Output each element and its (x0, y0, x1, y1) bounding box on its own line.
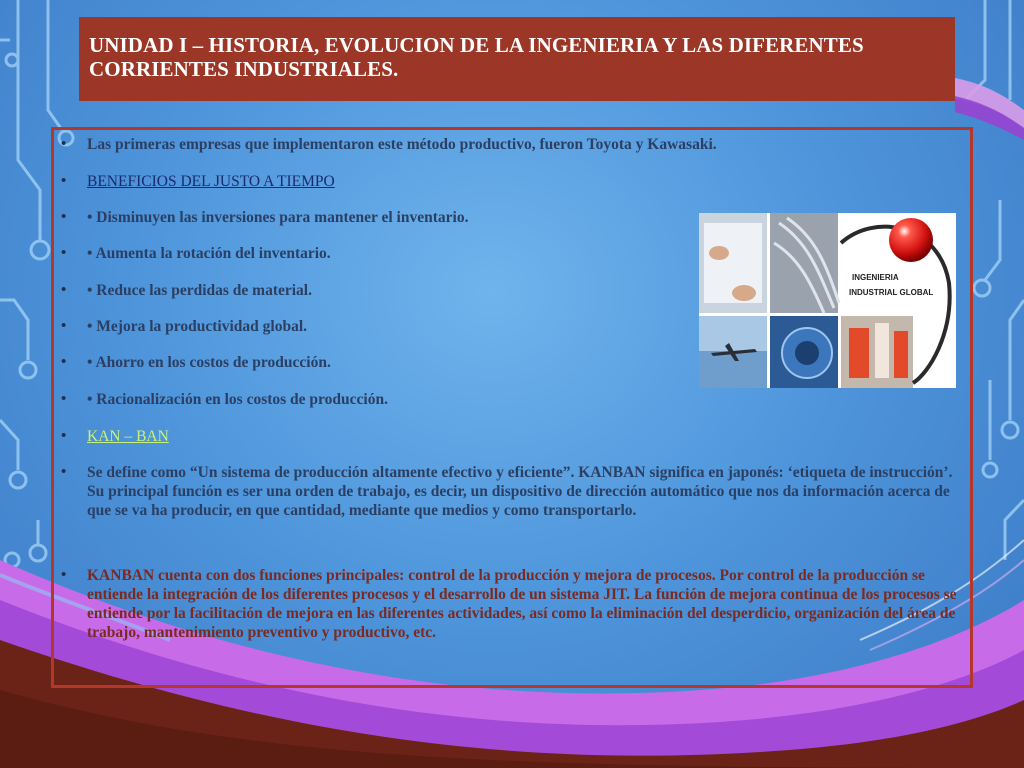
bullet-dot: • (61, 464, 67, 480)
bullet-text: • Aumenta la rotación del inventario. (87, 245, 331, 262)
bullet-text: • Reduce las perdidas de material. (87, 282, 312, 299)
bullet-text: • Disminuyen las inversiones para mantener el inventario. (87, 209, 469, 226)
bullet-dot: • (61, 567, 67, 583)
page-title: UNIDAD I – HISTORIA, EVOLUCION DE LA INGENIERIA Y LAS DIFERENTES CORRIENTES INDUSTRIALES. (89, 33, 864, 81)
bullet-dot: • (61, 354, 67, 370)
bullet-dot: • (61, 173, 67, 189)
bullet-item[interactable] (59, 172, 957, 191)
bullet-item (59, 135, 957, 154)
bullet-dot: • (61, 282, 67, 298)
bullet-text: Se define como “Un sistema de producción altamente efectivo y eficiente”. KANBAN significa en japonés: ‘etiqueta de instrucción’. Su principal función es ser una orden de trabajo, es decir, un dispositivo de dirección automático que nos da información acerca de que se va ha producir, en que cantidad, mediante que medios y como transportarlo. (87, 464, 953, 519)
bullet-text[interactable]: BENEFICIOS DEL JUSTO A TIEMPO (87, 173, 335, 190)
collage-caption-line1: INGENIERIA (852, 273, 899, 282)
bullet-item (59, 390, 957, 409)
bullet-item (59, 281, 957, 300)
bullet-text: KANBAN cuenta con dos funciones principales: control de la producción y mejora de procesos. Por control de la producción se entiende la integración de los diferentes procesos y el desarrollo de un sistema JIT. La función de mejora continua de los procesos se entiende por la facilitación de mejora en las diferentes actividades, así como la eliminación del desperdicio, organización del área de trabajo, mantenimiento preventivo y productivo, etc. (87, 567, 957, 641)
bullet-item (59, 208, 957, 227)
bullet-text[interactable]: KAN – BAN (87, 428, 169, 445)
bullet-text: • Ahorro en los costos de producción. (87, 354, 331, 371)
bullet-item (59, 566, 957, 642)
bullet-text: • Mejora la productividad global. (87, 318, 307, 335)
bullet-text: • Racionalización en los costos de producción. (87, 391, 388, 408)
bullet-item (59, 244, 957, 263)
bullet-dot: • (61, 245, 67, 261)
bullet-text: Las primeras empresas que implementaron este método productivo, fueron Toyota y Kawasaki. (87, 136, 717, 153)
bullet-dot: • (61, 428, 67, 444)
bullet-dot: • (61, 391, 67, 407)
title-banner (79, 17, 955, 101)
collage-caption-line2: INDUSTRIAL GLOBAL (849, 288, 934, 297)
bullet-dot: • (61, 136, 67, 152)
bullet-dot: • (61, 318, 67, 334)
bullet-item (59, 353, 957, 372)
bullet-item (59, 317, 957, 336)
bullet-dot: • (61, 209, 67, 225)
bullet-item[interactable] (59, 427, 957, 446)
bullet-item (59, 463, 957, 520)
